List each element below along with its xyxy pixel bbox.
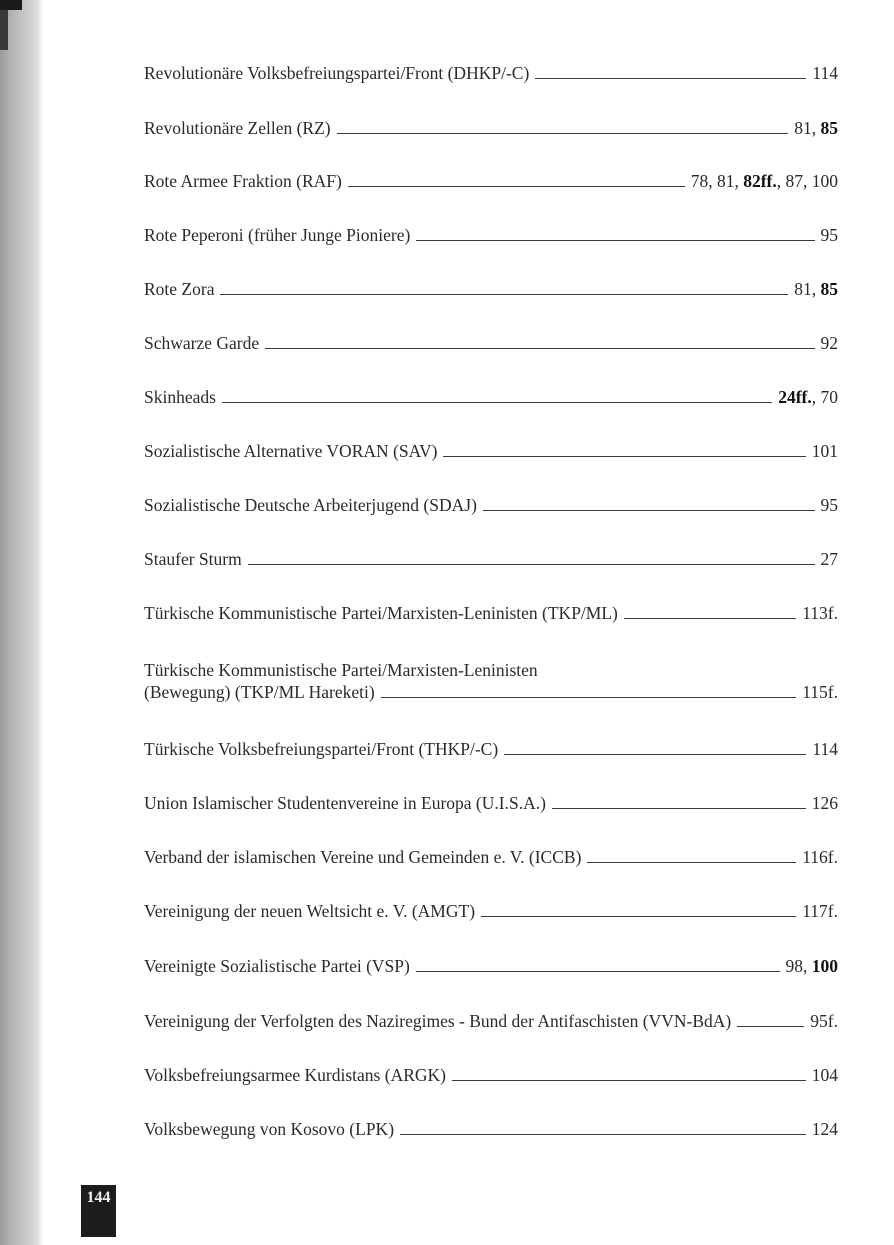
index-entry: [144, 900, 838, 922]
index-entry: [144, 792, 838, 814]
index-entry-pages: [821, 494, 839, 516]
index-entry: [144, 170, 838, 192]
index-entry: [144, 332, 838, 354]
index-entry: [144, 494, 838, 516]
page-ref: 113f.: [802, 603, 838, 623]
index-entry-line: [144, 117, 838, 139]
page-ref: 116f.: [802, 847, 838, 867]
index-entry-title: Vereinigung der Verfolgten des Naziregimes - Bund der Antifaschisten (VVN-BdA): [144, 1011, 732, 1031]
page-ref: 95f.: [810, 1011, 838, 1031]
index-entry-title-line1: Türkische Kommunistische Partei/Marxisten-Leninisten: [144, 660, 538, 680]
index-entry-line: [144, 278, 838, 300]
leader-line: [452, 1080, 806, 1081]
index-entry-pages: [794, 117, 838, 139]
leader-line: [416, 971, 780, 972]
index-entry-line: [144, 494, 838, 516]
index-entry-pages: [812, 738, 838, 760]
page-ref: 27: [820, 549, 838, 569]
index-entry-line: [144, 846, 838, 868]
index-entry-pages: [802, 681, 838, 703]
index-entry: [144, 224, 838, 246]
leader-line: [481, 916, 796, 917]
index-entry-title: Sozialistische Alternative VORAN (SAV): [144, 441, 438, 461]
index-entry: [144, 278, 838, 300]
index-entry-title: Staufer Sturm: [144, 549, 242, 569]
page-ref: 117f.: [802, 901, 838, 921]
spine-corner-shadow: [0, 10, 8, 50]
index-entry-line: [144, 1118, 838, 1140]
index-entry-title: Schwarze Garde: [144, 333, 260, 353]
index-entry-line: [144, 738, 838, 760]
page-ref: 101: [811, 441, 838, 461]
index-entry-title: Türkische Kommunistische Partei/Marxisten-Leninisten (TKP/ML): [144, 603, 618, 623]
leader-line: [220, 294, 788, 295]
spine-corner-mark: [0, 0, 22, 10]
page-ref: 114: [812, 739, 838, 759]
page-ref-main: 82ff.: [743, 171, 777, 191]
page-ref: 81,: [794, 118, 821, 138]
index-entry-title: Revolutionäre Volksbefreiungspartei/Front (DHKP/-C): [144, 63, 530, 83]
leader-line: [265, 348, 814, 349]
index-entry: [144, 738, 838, 760]
index-entry-title: Skinheads: [144, 387, 216, 407]
page-ref-main: 100: [811, 956, 838, 976]
index-entry-pages: [812, 1064, 838, 1086]
index-entry-line: [144, 548, 838, 570]
page-ref: 81,: [794, 279, 821, 299]
leader-line: [535, 78, 806, 79]
index-entry-title: Türkische Volksbefreiungspartei/Front (THKP/-C): [144, 739, 499, 759]
index-entry: [144, 1010, 838, 1032]
index-entry-title: Rote Peperoni (früher Junge Pioniere): [144, 225, 411, 245]
page-ref: 95: [820, 225, 838, 245]
leader-line: [443, 456, 805, 457]
index-entry: [144, 1064, 838, 1086]
index-entry-title: Union Islamischer Studentenvereine in Europa (U.I.S.A.): [144, 793, 546, 813]
index-entry-pages: [786, 955, 839, 977]
index-entry-line: [144, 602, 838, 624]
index-entry: [144, 440, 838, 462]
index-entry-line: [144, 681, 838, 703]
index-entry: [144, 1118, 838, 1140]
gutter-shadow: [38, 0, 44, 1245]
leader-line: [624, 618, 796, 619]
page-ref: 98,: [785, 956, 812, 976]
page-number: 144: [81, 1185, 116, 1237]
index-entry-title: Revolutionäre Zellen (RZ): [144, 118, 331, 138]
index-entry-title: Vereinigung der neuen Weltsicht e. V. (AMGT): [144, 901, 476, 921]
index-entry-pages: [691, 170, 838, 192]
page-ref: , 70: [811, 387, 838, 407]
page-ref: 124: [811, 1119, 838, 1139]
index-entry: [144, 602, 838, 624]
page-ref: 104: [811, 1065, 838, 1085]
index-entry-line: [144, 792, 838, 814]
index-entry: [144, 846, 838, 868]
index-entry-line: [144, 170, 838, 192]
index-entry-pages: [812, 792, 838, 814]
index-entry-line: [144, 1010, 838, 1032]
index-entry: [144, 548, 838, 570]
leader-line: [337, 133, 789, 134]
index-entry: [144, 955, 838, 977]
leader-line: [552, 808, 806, 809]
index-entry-pages: [812, 62, 838, 84]
index-entry-pages: [812, 1118, 838, 1140]
page-ref: 95: [820, 495, 838, 515]
index-entry-title: (Bewegung) (TKP/ML Hareketi): [144, 682, 375, 702]
index-entry: [144, 117, 838, 139]
leader-line: [348, 186, 685, 187]
index-entry-pages: [812, 440, 838, 462]
index-entry-line: [144, 386, 838, 408]
index-entry-pages: [778, 386, 838, 408]
index-entry-title: Volksbewegung von Kosovo (LPK): [144, 1119, 395, 1139]
index-entry-title: Sozialistische Deutsche Arbeiterjugend (SDAJ): [144, 495, 477, 515]
index-entry-line: [144, 332, 838, 354]
index-entry-line: [144, 440, 838, 462]
leader-line: [222, 402, 772, 403]
page-ref: , 87, 100: [776, 171, 838, 191]
leader-line: [587, 862, 796, 863]
page-ref-main: 85: [820, 118, 838, 138]
index-entry-line: [144, 224, 838, 246]
leader-line: [416, 240, 814, 241]
index-entry-line: [144, 900, 838, 922]
book-spine: [0, 0, 38, 1245]
index-entry-title: Verband der islamischen Vereine und Gemeinden e. V. (ICCB): [144, 847, 582, 867]
index-entry-title: Rote Zora: [144, 279, 215, 299]
index-entry-pages: [821, 548, 839, 570]
leader-line: [381, 697, 797, 698]
index-entry-line: [144, 1064, 838, 1086]
index-entry-pages: [802, 602, 838, 624]
index-entry-pages: [802, 900, 838, 922]
page-ref: 78, 81,: [690, 171, 744, 191]
index-entry-line: [144, 955, 838, 977]
leader-line: [248, 564, 815, 565]
leader-line: [400, 1134, 806, 1135]
leader-line: [737, 1026, 804, 1027]
page-ref-main: 85: [820, 279, 838, 299]
index-entry-title: Rote Armee Fraktion (RAF): [144, 171, 342, 191]
index-entry-pages: [810, 1010, 838, 1032]
page-ref: 126: [811, 793, 838, 813]
index-entry: [144, 659, 838, 703]
index-entry-pages: [821, 332, 839, 354]
index-entry-pages: [802, 846, 838, 868]
page-ref: 115f.: [802, 682, 838, 702]
index-entry-pages: [821, 224, 839, 246]
page-ref-main: 24ff.: [778, 387, 812, 407]
leader-line: [483, 510, 815, 511]
index-entry-pages: [794, 278, 838, 300]
page-ref: 92: [820, 333, 838, 353]
index-entry-line: [144, 62, 838, 84]
leader-line: [504, 754, 806, 755]
index-entry-title: Vereinigte Sozialistische Partei (VSP): [144, 956, 410, 976]
index-entry: [144, 386, 838, 408]
index-entry: [144, 62, 838, 84]
page-ref: 114: [812, 63, 838, 83]
index-entry-title: Volksbefreiungsarmee Kurdistans (ARGK): [144, 1065, 446, 1085]
